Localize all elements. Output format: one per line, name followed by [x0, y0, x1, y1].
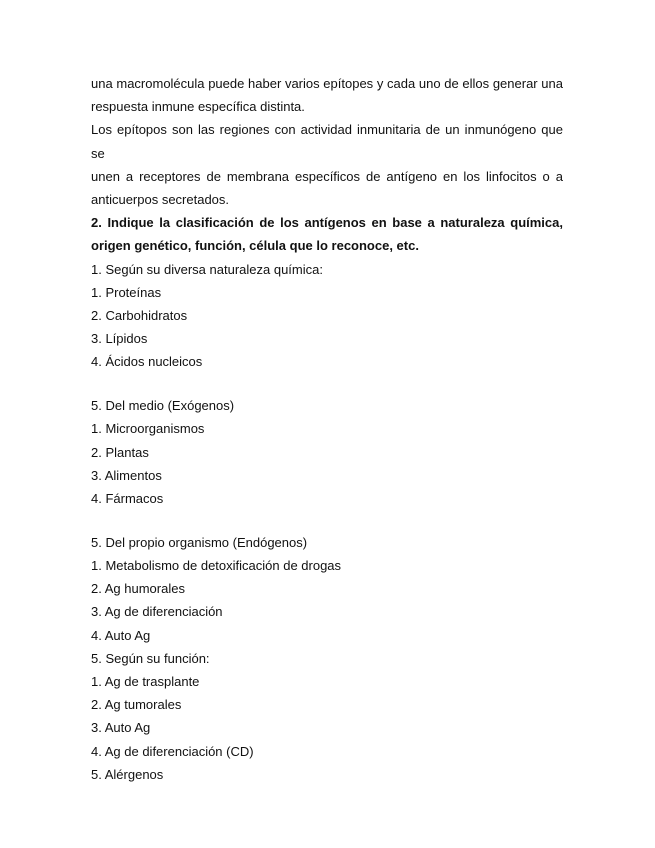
text-line: respuesta inmune específica distinta. [91, 99, 305, 115]
list-item: 4. Auto Ag [91, 627, 151, 643]
text-line: origen genético, función, célula que lo reconoce, etc. [91, 238, 419, 254]
list-item: 2. Ag humorales [91, 581, 185, 597]
list-item: 4. Fármacos [91, 491, 164, 507]
spacer [91, 374, 563, 395]
text-line: anticuerpos secretados. [91, 192, 230, 208]
list-item: 5. Alérgenos [91, 766, 164, 782]
list-item: 1. Proteínas [91, 284, 162, 300]
paragraph-epitopes-definition [91, 118, 563, 211]
list-item: 2. Plantas [91, 444, 149, 460]
document-page [91, 72, 563, 786]
paragraph-epitopes-intro [91, 72, 563, 118]
list-exogenous [91, 394, 563, 510]
list-item: 2. Carbohidratos [91, 308, 188, 324]
text-line: 2. Indique la clasificación de los antígenos en base a naturaleza química, [91, 215, 563, 231]
spacer [91, 510, 563, 531]
question-heading [91, 211, 563, 257]
list-item: 1. Según su diversa naturaleza química: [91, 261, 323, 277]
text-line: una macromolécula puede haber varios epítopes y cada uno de ellos generar una [91, 76, 563, 91]
list-item: 3. Alimentos [91, 467, 162, 483]
list-item: 4. Ácidos nucleicos [91, 354, 203, 370]
list-item: 2. Ag tumorales [91, 697, 182, 713]
list-item: 3. Ag de diferenciación [91, 604, 223, 620]
text-line: unen a receptores de membrana específicos de antígeno en los linfocitos o a [91, 168, 563, 184]
list-item: 5. Del medio (Exógenos) [91, 398, 235, 414]
list-item: 1. Microorganismos [91, 421, 205, 437]
list-item: 5. Del propio organismo (Endógenos) [91, 534, 308, 550]
list-item: 3. Lípidos [91, 331, 148, 347]
list-endogenous [91, 531, 563, 786]
list-chemical-nature [91, 258, 563, 374]
list-item: 1. Ag de trasplante [91, 674, 200, 690]
list-item: 3. Auto Ag [91, 720, 151, 736]
list-item: 5. Según su función: [91, 650, 210, 666]
list-item: 1. Metabolismo de detoxificación de drogas [91, 558, 342, 574]
list-item: 4. Ag de diferenciación (CD) [91, 743, 254, 759]
text-line: Los epítopos son las regiones con actividad inmunitaria de un inmunógeno que se [91, 122, 563, 161]
